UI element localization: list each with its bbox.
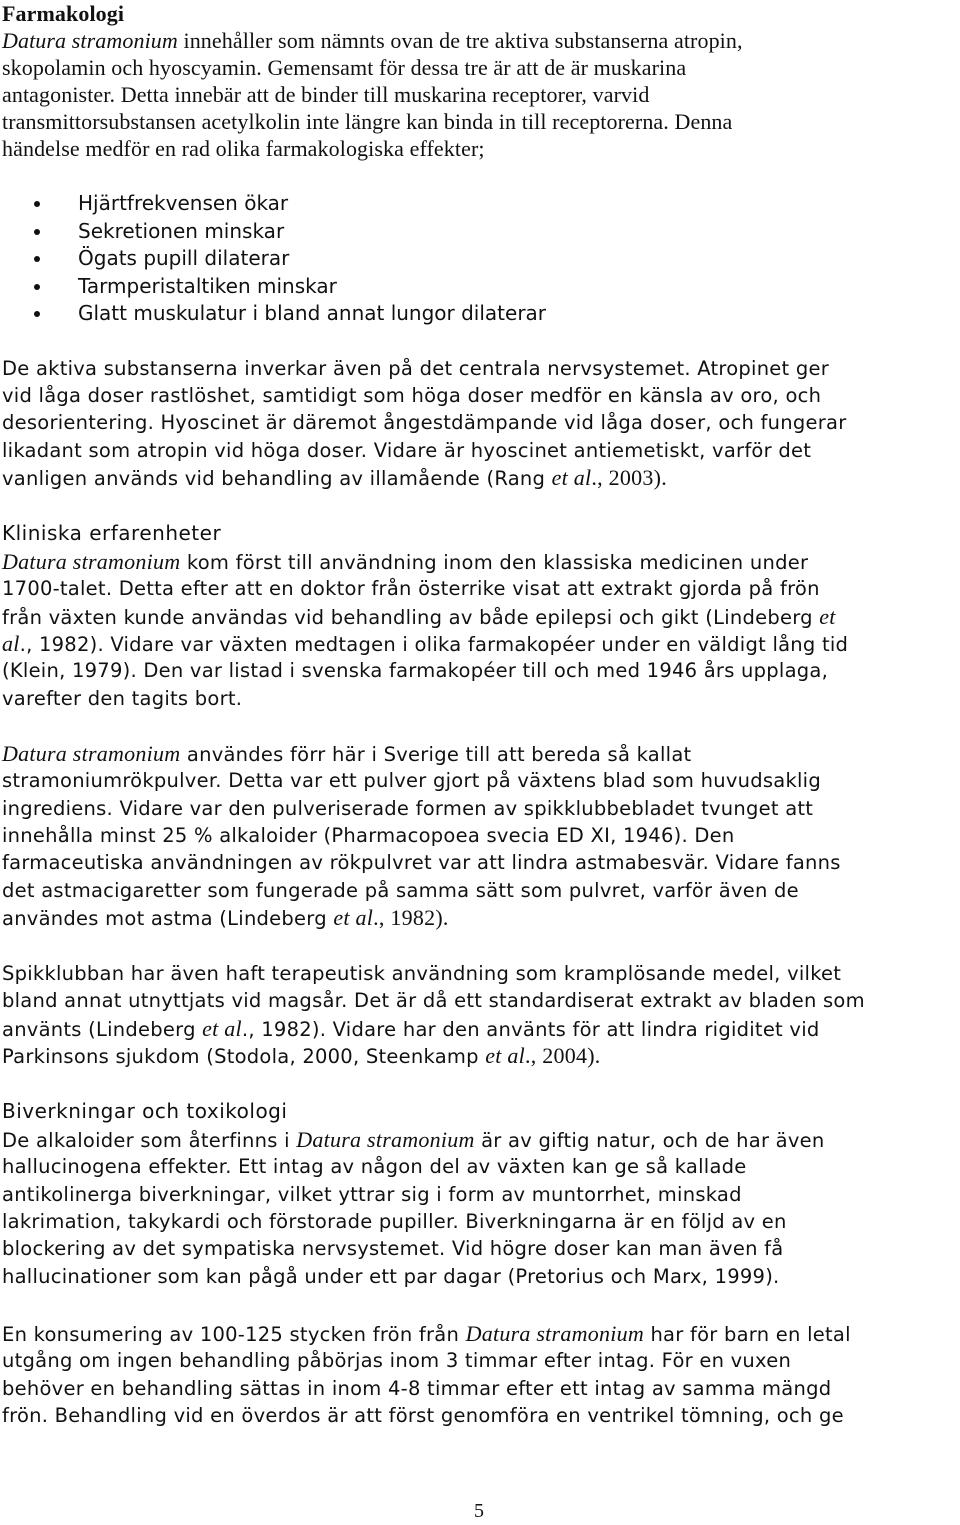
text-span: desorientering. Hyoscinet är däremot ångestdämpande vid låga doser, och fungerar xyxy=(2,411,847,435)
text-line xyxy=(2,464,667,492)
bullet-icon xyxy=(34,201,40,207)
text-span: vanligen används vid behandling av illamående (Rang xyxy=(2,466,552,490)
text-span: antikolinerga biverkningar, vilket yttrar sig i form av muntorrhet, minskad xyxy=(2,1182,742,1206)
text-line xyxy=(2,849,841,876)
section-heading-biverkningar: Biverkningar och toxikologi xyxy=(2,1099,288,1123)
text-span: ingrediens. Vidare var den pulveriserade formen av spikklubbebladet tvunget att xyxy=(2,796,814,820)
italic-span: Datura stramonium xyxy=(2,28,178,53)
text-span: innehåller som nämnts ovan de tre aktiva substanserna atropin, xyxy=(177,28,743,53)
section-heading-farmakologi: Farmakologi xyxy=(2,1,125,26)
bullet-icon xyxy=(34,256,40,262)
text-line xyxy=(2,409,846,436)
text-line xyxy=(2,603,836,631)
text-span: lakrimation, takykardi och förstorade pupiller. Biverkningarna är en följd av en xyxy=(2,1209,787,1233)
text-span: från växten kunde användas vid behandling av både epilepsi och gikt (Lindeberg xyxy=(2,605,820,629)
text-line xyxy=(2,54,686,81)
text-line xyxy=(2,1347,791,1374)
text-span: är av giftig natur, och de har även xyxy=(474,1129,825,1152)
section-heading-kliniska: Kliniska erfarenheter xyxy=(2,521,222,545)
text-span: utgång om ingen behandling påbörjas inom 3 timmar efter intag. För en vuxen xyxy=(2,1349,792,1373)
text-span: kom först till användning inom den klassiska medicinen under xyxy=(180,551,809,574)
text-line xyxy=(2,877,799,904)
bullet-icon xyxy=(34,311,40,317)
text-line xyxy=(2,108,732,135)
text-span: farmaceutiska användningen av rökpulvret var att lindra astmabesvär. Vidare fanns xyxy=(2,851,841,875)
italic-span: et al xyxy=(551,464,592,490)
text-span: bland annat utnyttjats vid magsår. Det är då ett standardiserat extrakt av bladen som xyxy=(2,989,865,1013)
italic-span: Datura stramonium xyxy=(465,1321,644,1346)
text-line xyxy=(2,1153,747,1180)
text-span: använts (Lindeberg xyxy=(2,1017,203,1041)
italic-span: Datura stramonium xyxy=(2,741,181,766)
text-line xyxy=(2,740,691,768)
text-line xyxy=(2,1042,601,1070)
text-line xyxy=(2,685,242,712)
text-line xyxy=(2,630,848,658)
italic-span: et al xyxy=(202,1015,242,1041)
text-line xyxy=(2,767,821,794)
text-line xyxy=(2,1126,825,1154)
text-span: De alkaloider som återfinns i xyxy=(2,1129,297,1152)
text-line xyxy=(2,987,865,1014)
italic-span: Datura stramonium xyxy=(296,1127,475,1152)
text-span: ., 1982). Vidare har den använts för att lindra rigiditet vid xyxy=(241,1017,820,1041)
text-line xyxy=(2,1402,844,1429)
text-line xyxy=(2,657,828,684)
text-span: stramoniumrökpulver. Detta var ett pulver gjort på växtens blad som huvudsaklig xyxy=(2,769,821,793)
text-span: transmittorsubstansen acetylkolin inte längre kan binda in till receptorerna. Denna xyxy=(2,109,733,134)
text-line xyxy=(2,437,811,464)
text-span: frön. Behandling vid en överdos är att först genomföra en ventrikel tömning, och ge xyxy=(2,1403,844,1427)
italic-span: et al xyxy=(485,1042,525,1068)
italic-span: al xyxy=(2,630,20,656)
text-span: det astmacigaretter som fungerade på samma sätt som pulvret, varför även de xyxy=(2,878,799,902)
text-line xyxy=(2,1320,851,1348)
text-line xyxy=(2,575,820,602)
document-page: Farmakologi Datura stramonium innehåller som nämnts ovan de tre aktiva substanserna atropin, skopolamin och hyoscyamin. Gemensamt för dessa tre är att de är muskarina antagonister. Detta innebär att de binder till muskarina receptorer, varvid transmittorsubstansen acetylkolin inte längre kan binda in till receptorerna. Denna händelse medför en rad olika farmakologiska effekter; Hjärtfrekvensen ökar Sekretionen minskar Ögats pupill dilaterar Tarmperistaltiken minskar Glatt muskulatur i bland annat lungor dilaterar De aktiva substanserna inverkar även på det centrala nervsystemet. Atropinet ger vid låga doser rastlöshet, samtidigt som höga doser medför en känsla av oro, och desorientering. Hyoscinet är däremot ångestdämpande vid låga doser, och fungerar likadant som atropin vid höga doser. Vidare är hyoscinet antiemetiskt, varför det vanligen används vid behandling av illamående (Rang et al., 2003). Kliniska erfarenheter Datura stramonium kom först till användning inom den klassiska medicinen under 1700-talet. Detta efter att en doktor från österrike visat att extrakt gjorda på frön från växten kunde användas vid behandling av både epilepsi och gikt (Lindeberg et al., 1982). Vidare var växten medtagen i olika farmakopéer under en väldigt lång tid (Klein, 1979). Den var listad i svenska farmakopéer till och med 1946 års upplaga, varefter den tagits bort. Datura stramonium användes förr här i Sverige till att bereda så kallat stramoniumrökpulver. Detta var ett pulver gjort på växtens blad som huvudsaklig ingrediens. Vidare var den pulveriserade formen av spikklubbebladet tvunget att innehålla minst 25 % alkaloider (Pharmacopoea svecia ED XI, 1946). Den farmaceutiska användningen av rökpulvret var att lindra astmabesvär. Vidare fanns det astmacigaretter som fungerade på samma sätt som pulvret, varför även de användes mot astma (Lindeberg et al., 1982). Spikklubban har även haft terapeutisk användning som kramplösande medel, vilket bland annat utnyttjats vid magsår. Det är då ett standardiserat extrakt av bladen som använts (Lindeberg et al., 1982). Vidare har den använts för att lindra rigiditet vid Parkinsons sjukdom (Stodola, 2000, Steenkamp et al., 2004). Biverkningar och toxikologi De alkaloider som återfinns i Datura stramonium är av giftig natur, och de har även hallucinogena effekter. Ett intag av någon del av växten kan ge så kallade antikolinerga biverkningar, vilket yttrar sig i form av muntorrhet, minskad lakrimation, takykardi och förstorade pupiller. Biverkningarna är en följd av en blockering av det sympatiska nervsystemet. Vid högre doser kan man även få hallucinationer som kan pågå under ett par dagar (Pretorius och Marx, 1999). En konsumering av 100-125 stycken frön från Datura stramonium har för barn en letal utgång om ingen behandling påbörjas inom 3 timmar efter intag. För en vuxen behöver en behandling sättas in inom 4-8 timmar efter ett intag av samma mängd frön. Behandling vid en överdos är att först genomföra en ventrikel tömning, och ge 5 xyxy=(2,1,865,1522)
text-span: ., 1982). xyxy=(373,904,449,930)
text-line xyxy=(2,135,485,162)
text-span: ., 1982). Vidare var växten medtagen i olika farmakopéer under en väldigt lång tid xyxy=(19,632,849,656)
text-span: blockering av det sympatiska nervsystemet. Vid högre doser kan man även få xyxy=(2,1237,784,1261)
text-span: innehålla minst 25 % alkaloider (Pharmacopoea svecia ED XI, 1946). Den xyxy=(2,823,735,847)
text-span: användes förr här i Sverige till att bereda så kallat xyxy=(180,743,692,766)
text-line xyxy=(2,960,841,987)
text-span: (Klein, 1979). Den var listad i svenska farmakopéer till och med 1946 års upplaga, xyxy=(2,659,829,683)
text-span: Spikklubban har även haft terapeutisk användning som kramplösande medel, vilket xyxy=(2,962,842,985)
text-span: händelse medför en rad olika farmakologiska effekter; xyxy=(2,136,485,161)
page-number: 5 xyxy=(474,1500,484,1522)
text-span: hallucinogena effekter. Ett intag av någon del av växten kan ge så kallade xyxy=(2,1155,747,1179)
text-line xyxy=(2,1015,820,1043)
text-span: En konsumering av 100-125 stycken frön från xyxy=(2,1323,466,1346)
text-span: har för barn en letal xyxy=(644,1323,851,1346)
italic-span: et al xyxy=(333,904,374,930)
text-span: hallucinationer som kan pågå under ett par dagar (Pretorius och Marx, 1999). xyxy=(2,1264,780,1288)
text-line xyxy=(2,1208,787,1235)
text-line xyxy=(2,795,813,822)
text-span: skopolamin och hyoscyamin. Gemensamt för dessa tre är att de är muskarina xyxy=(2,55,687,80)
text-span: antagonister. Detta innebär att de binder till muskarina receptorer, varvid xyxy=(2,82,650,107)
text-line xyxy=(2,382,821,409)
text-line xyxy=(2,1235,783,1262)
text-span: ., 2003). xyxy=(591,464,667,490)
text-line xyxy=(2,548,808,576)
italic-span: Datura stramonium xyxy=(2,549,181,574)
text-line xyxy=(2,1181,742,1208)
text-line xyxy=(2,1375,831,1402)
text-span: 1700-talet. Detta efter att en doktor från österrike visat att extrakt gjorda på frön xyxy=(2,577,820,601)
italic-span: et xyxy=(819,603,836,629)
text-line xyxy=(2,1263,780,1290)
text-span: användes mot astma (Lindeberg xyxy=(2,906,334,930)
text-line xyxy=(2,904,449,932)
text-line xyxy=(2,81,649,108)
text-span: behöver en behandling sättas in inom 4-8 timmar efter ett intag av samma mängd xyxy=(2,1376,832,1400)
text-span: likadant som atropin vid höga doser. Vidare är hyoscinet antiemetiskt, varför det xyxy=(2,438,812,462)
text-span: ., 2004). xyxy=(524,1042,601,1068)
bullet-icon xyxy=(34,284,40,290)
text-line xyxy=(2,355,829,382)
text-line xyxy=(2,27,743,54)
text-span: De aktiva substanserna inverkar även på det centrala nervsystemet. Atropinet ger xyxy=(2,357,830,380)
text-line xyxy=(2,822,735,849)
text-span: Parkinsons sjukdom (Stodola, 2000, Steenkamp xyxy=(2,1044,486,1068)
text-span: varefter den tagits bort. xyxy=(2,686,243,710)
text-span: vid låga doser rastlöshet, samtidigt som höga doser medför en känsla av oro, och xyxy=(2,384,822,408)
bullet-icon xyxy=(34,229,40,235)
